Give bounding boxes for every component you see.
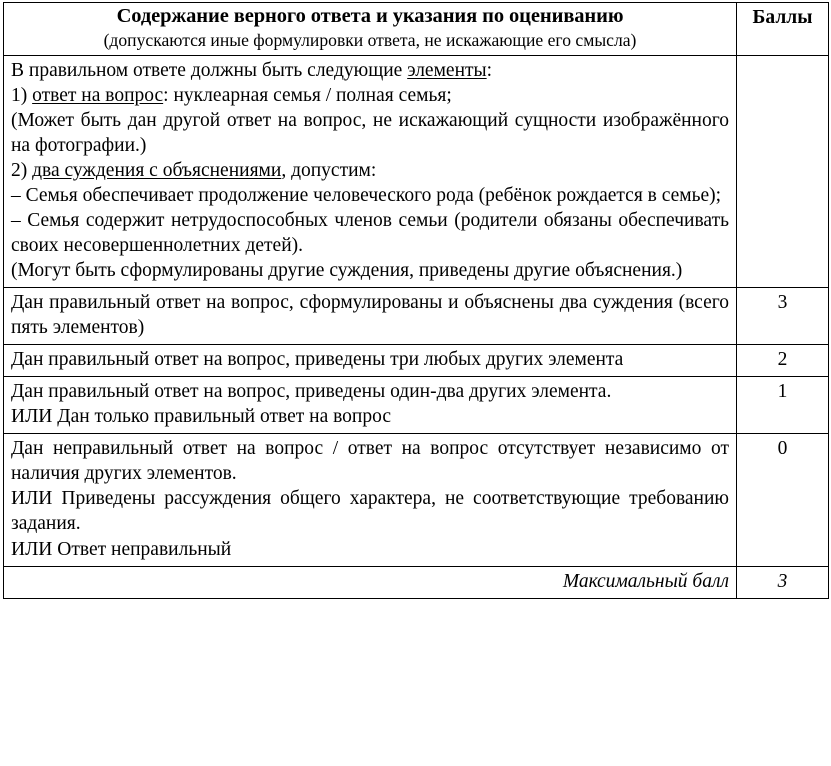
answer-item-2-underlined: два суждения с объяснениями — [32, 159, 282, 181]
answer-intro-underlined: элементы — [407, 59, 487, 81]
grading-criteria-table — [3, 2, 829, 599]
criteria-cell — [4, 434, 737, 566]
table-row — [4, 288, 829, 345]
header-cell-score: Баллы — [737, 3, 829, 56]
table-header — [4, 3, 829, 56]
total-score: 3 — [737, 566, 829, 598]
answer-bullet-2: – Семья содержит нетрудоспособных членов семьи (родители обязаны обеспечивать своих несовершеннолетних детей). — [11, 209, 729, 256]
criteria-line: ИЛИ Ответ неправильный — [11, 538, 232, 560]
answer-intro — [11, 58, 729, 83]
header-content-title: Содержание верного ответа и указания по оцениванию — [116, 5, 624, 27]
score-cell: 1 — [737, 377, 829, 434]
criteria-line: Дан правильный ответ на вопрос, сформулированы и объяснены два суждения (всего пять элементов) — [11, 292, 729, 339]
criteria-line: Дан правильный ответ на вопрос, приведены один-два других элемента. — [11, 381, 612, 403]
criteria-line: Дан неправильный ответ на вопрос / ответ на вопрос отсутствует независимо от наличия других элементов. — [11, 438, 729, 485]
answer-item-1 — [11, 83, 729, 108]
answer-closing-note: (Могут быть сформулированы другие суждения, приведены другие объяснения.) — [11, 260, 683, 282]
answer-item-1-number: 1) — [11, 84, 33, 106]
criteria-line: Дан правильный ответ на вопрос, приведены три любых других элемента — [11, 349, 624, 371]
answer-item-1-note: (Может быть дан другой ответ на вопрос, не искажающий сущности изображённого на фотографии.) — [11, 109, 729, 156]
criteria-line: ИЛИ Дан только правильный ответ на вопрос — [11, 406, 392, 428]
table-body — [4, 55, 829, 598]
table-row — [4, 377, 829, 434]
answer-intro-after: : — [486, 59, 493, 81]
criteria-line: ИЛИ Приведены рассуждения общего характера, не соответствующие требованию задания. — [11, 488, 729, 535]
answer-key-row — [4, 55, 829, 287]
answer-item-2-after: , допустим: — [281, 159, 377, 181]
criteria-cell — [4, 345, 737, 377]
header-content-subtitle: (допускаются иные формулировки ответа, не искажающие его смысла) — [103, 29, 637, 50]
total-label: Максимальный балл — [4, 566, 737, 598]
answer-item-1-after: : нуклеарная семья / полная семья; — [163, 84, 452, 106]
answer-key-score-cell — [737, 55, 829, 287]
header-cell-content — [4, 3, 737, 56]
table-row — [4, 345, 829, 377]
answer-intro-before: В правильном ответе должны быть следующие — [11, 59, 408, 81]
answer-item-1-underlined: ответ на вопрос — [32, 84, 164, 106]
score-cell: 3 — [737, 288, 829, 345]
criteria-cell — [4, 288, 737, 345]
score-cell: 0 — [737, 434, 829, 566]
header-row — [4, 3, 829, 56]
criteria-cell — [4, 377, 737, 434]
answer-item-2 — [11, 158, 729, 183]
answer-key-cell — [4, 55, 737, 287]
answer-bullet-1: – Семья обеспечивает продолжение человеческого рода (ребёнок рождается в семье); — [11, 184, 722, 206]
total-row — [4, 566, 829, 598]
score-cell: 2 — [737, 345, 829, 377]
table-row — [4, 434, 829, 566]
answer-item-2-number: 2) — [11, 159, 33, 181]
